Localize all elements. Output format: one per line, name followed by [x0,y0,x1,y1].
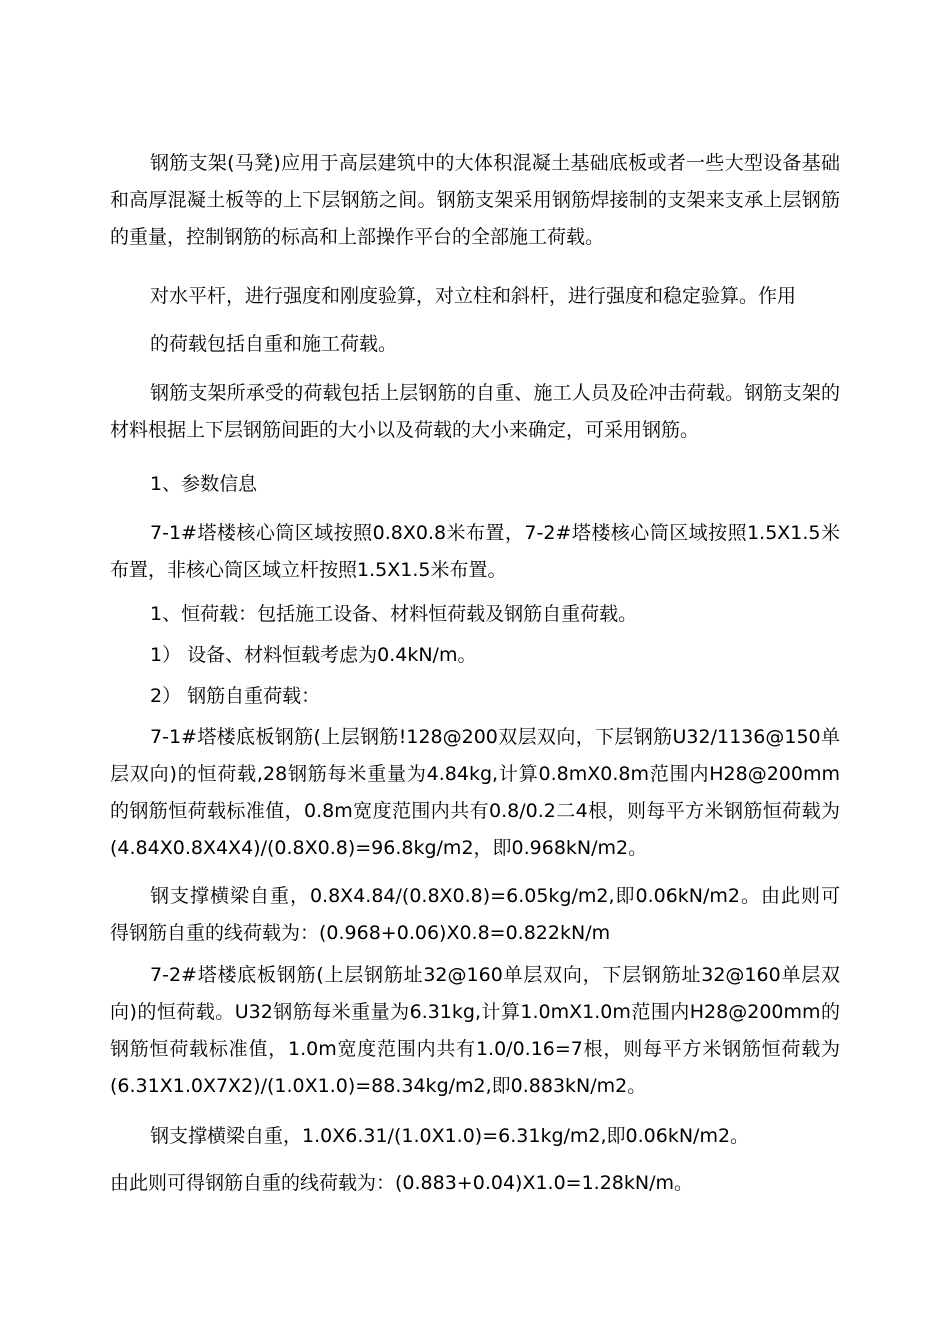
paragraph-loads: 钢筋支架所承受的荷载包括上层钢筋的自重、施工人员及砼冲击荷载。钢筋支架的材料根据上下层钢筋间距的大小以及荷载的大小来确定，可采用钢筋。 [110,382,840,441]
paragraph-intro: 钢筋支架(马凳)应用于高层建筑中的大体积混凝土基础底板或者一些大型设备基础和高厚混凝土板等的上下层钢筋之间。钢筋支架采用钢筋焊接制的支架来支承上层钢筋的重量，控制钢筋的标高和上部操作平台的全部施工荷载。 [110,152,840,248]
paragraph-checks: 对水平杆，进行强度和刚度验算，对立柱和斜杆，进行强度和稳定验算。作用 [150,285,797,307]
list-item-equipment-load: 1） 设备、材料恒载考虑为0.4kN/m。 [150,644,477,666]
paragraph-beam-7-1: 钢支撑横梁自重，0.8X4.84/(0.8X0.8)=6.05kg/m2,即0.06kN/m2。由此则可得钢筋自重的线荷载为：(0.968+0.06)X0.8=0.822kN/m [110,885,840,944]
paragraph-beam-7-2: 钢支撑横梁自重，1.0X6.31/(1.0X1.0)=6.31kg/m2,即0.06kN/m2。 [150,1125,750,1147]
list-item-rebar-load: 2） 钢筋自重荷载： [150,685,321,707]
paragraph-tower-7-2: 7-2#塔楼底板钢筋(上层钢筋址32@160单层双向，下层钢筋址32@160单层双向)的恒荷载。U32钢筋每米重量为6.31kg,计算1.0mX1.0m范围内H28@200mm的钢筋恒荷载标准值，1.0m宽度范围内共有1.0/0.16=7根，则每平方米钢筋恒荷载为(6.31X1.0X7X2)/(1.0X1.0)=88.34kg/m2,即0.883kN/m2。 [110,964,840,1097]
paragraph-checks-cont: 的荷载包括自重和施工荷载。 [150,333,398,355]
paragraph-layout: 7-1#塔楼核心筒区域按照0.8X0.8米布置，7-2#塔楼核心筒区域按照1.5X1.5米布置，非核心筒区域立杆按照1.5X1.5米布置。 [110,522,840,581]
paragraph-tower-7-1: 7-1#塔楼底板钢筋(上层钢筋!128@200双层双向，下层钢筋U32/1136@150单层双向)的恒荷载,28钢筋每米重量为4.84kg,计算0.8mX0.8m范围内H28@200mm的钢筋恒荷载标准值，0.8m宽度范围内共有0.8/0.2二4根，则每平方米钢筋恒荷载为(4.84X0.8X4X4)/(0.8X0.8)=96.8kg/m2，即0.968kN/m2。 [110,726,840,859]
paragraph-dead-load: 1、恒荷载：包括施工设备、材料恒荷载及钢筋自重荷载。 [150,603,638,625]
section-heading-params: 1、参数信息 [150,473,258,495]
paragraph-line-load-7-2: 由此则可得钢筋自重的线荷载为：(0.883+0.04)X1.0=1.28kN/m。 [110,1172,694,1194]
